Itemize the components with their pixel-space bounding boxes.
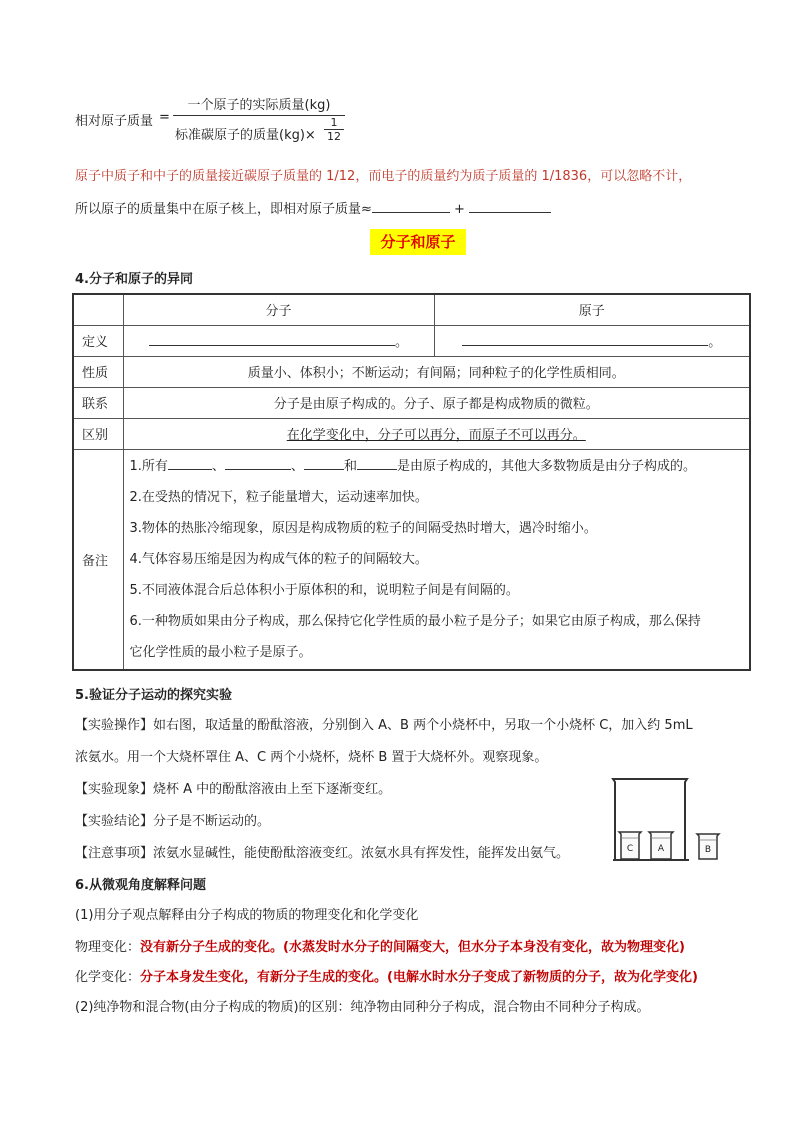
one-twelfth-fraction <box>324 116 344 143</box>
beaker-c-label: C <box>626 844 634 854</box>
note-1-and: 和 <box>343 458 357 474</box>
formula-numerator: 一个原子的实际质量(kg) <box>187 98 331 113</box>
exp-notes <box>75 842 569 861</box>
comparison-table <box>72 293 751 671</box>
exp-conclusion-text: 分子是不断运动的。 <box>153 814 271 829</box>
table-row-relation <box>73 387 750 418</box>
blank-note-1a[interactable] <box>168 457 212 470</box>
exp-conclusion <box>75 810 270 829</box>
blank-atom-definition[interactable] <box>462 333 708 346</box>
exp-operation-text1: 如右图，取适量的酚酞溶液，分别倒入 A、B 两个小烧杯中，另取一个小烧杯 C，加入约 5mL <box>153 718 693 733</box>
note-2: 2.在受热的情况下，粒子能量增大，运动速率加快。 <box>129 489 428 505</box>
blank-note-1c[interactable] <box>304 457 344 470</box>
note-1-sep2: 、 <box>290 458 304 474</box>
exp-phenomenon-text: 烧杯 A 中的酚酞溶液由上至下逐渐变红。 <box>153 782 392 797</box>
definition-atom-cell <box>434 325 750 356</box>
note-1-end: 是由原子构成的，其他大多数物质是由分子构成的。 <box>396 458 696 474</box>
formula-fraction <box>173 98 345 146</box>
exp-operation-line2: 浓氨水。用一个大烧杯罩住 A、C 两个小烧杯，烧杯 B 置于大烧杯外。观察现象。 <box>75 750 548 765</box>
note-1 <box>124 451 750 482</box>
header-molecule: 分子 <box>123 294 434 325</box>
chemical-change-text: 分子本身发生变化，有新分子生成的变化。(电解水时水分子变成了新物质的分子，故为化学变化) <box>140 970 698 985</box>
note-4: 4.气体容易压缩是因为构成气体的粒子的间隔较大。 <box>129 551 428 567</box>
formula-left: 相对原子质量 <box>75 114 154 129</box>
beaker-experiment-illustration <box>609 776 727 862</box>
blank-molecule-definition[interactable] <box>149 333 395 346</box>
blank-note-1b[interactable] <box>225 457 291 470</box>
row-label-property: 性质 <box>73 356 123 387</box>
note-5: 5.不同液体混合后总体积小于原体积的和，说明粒子间是有间隔的。 <box>129 582 519 598</box>
row-label-difference: 区别 <box>73 418 123 449</box>
chemical-change-line <box>75 966 698 985</box>
table-row-property <box>73 356 750 387</box>
note-3: 3.物体的热胀冷缩现象，原因是构成物质的粒子的间隔受热时增大，遇冷时缩小。 <box>129 520 597 536</box>
property-cell: 质量小、体积小；不断运动；有间隔；同种粒子的化学性质相同。 <box>123 356 750 387</box>
period-1: 。 <box>394 335 408 350</box>
small-beaker-a <box>649 832 673 859</box>
table-row-notes <box>73 449 750 670</box>
difference-text: 在化学变化中，分子可以再分，而原子不可以再分。 <box>286 428 586 443</box>
exp-phenomenon <box>75 778 391 797</box>
exp-operation-line1 <box>75 714 693 733</box>
table-row-difference <box>73 418 750 449</box>
formula-equals: = <box>159 110 170 125</box>
para-atomic-mass-line2 <box>75 198 551 217</box>
question-1: (1)用分子观点解释由分子构成的物质的物理变化和化学变化 <box>75 908 419 923</box>
exp-operation-label: 【实验操作】 <box>75 718 154 733</box>
note-1-sep1: 、 <box>211 458 225 474</box>
exp-conclusion-label: 【实验结论】 <box>75 814 154 829</box>
small-beaker-b <box>697 834 719 859</box>
formula-denominator: 标准碳原子的质量(kg)× <box>175 128 316 143</box>
plus-sign: + <box>454 202 465 217</box>
para-line2-text: 所以原子的质量集中在原子核上，即相对原子质量≈ <box>75 202 372 217</box>
section-title: 分子和原子 <box>370 229 466 255</box>
heading-molecule-motion-experiment: 5.验证分子运动的探究实验 <box>75 688 232 703</box>
note-6-line2: 它化学性质的最小粒子是原子。 <box>129 644 312 660</box>
beaker-a-label: A <box>657 844 665 854</box>
table-header-row <box>73 294 750 325</box>
beaker-diagram <box>609 776 727 862</box>
heading-molecule-atom-compare: 4.分子和原子的异同 <box>75 272 193 287</box>
small-beaker-c <box>619 832 641 859</box>
formula-denominator-wrap <box>173 116 345 146</box>
definition-molecule-cell <box>123 325 434 356</box>
row-label-relation: 联系 <box>73 387 123 418</box>
physical-change-line <box>75 936 685 955</box>
table-row-definition <box>73 325 750 356</box>
exp-phenomenon-label: 【实验现象】 <box>75 782 154 797</box>
blank-proton-count[interactable] <box>372 200 450 213</box>
small-fraction-denominator: 12 <box>327 130 341 143</box>
heading-micro-explanation: 6.从微观角度解释问题 <box>75 878 206 893</box>
physical-change-text: 没有新分子生成的变化。(水蒸发时水分子的间隔变大，但水分子本身没有变化，故为物理变化) <box>140 940 685 955</box>
row-label-notes: 备注 <box>73 449 123 670</box>
para-atomic-mass-line1: 原子中质子和中子的质量接近碳原子质量的 1/12，而电子的质量约为质子质量的 1/1836，可以忽略不计， <box>75 169 692 184</box>
header-atom: 原子 <box>434 294 750 325</box>
note-6-line1: 6.一种物质如果由分子构成，那么保持它化学性质的最小粒子是分子；如果它由原子构成，那么保持 <box>129 613 701 629</box>
chemical-change-label: 化学变化： <box>75 970 141 985</box>
notes-cell <box>123 449 750 670</box>
exp-notes-label: 【注意事项】 <box>75 846 154 861</box>
difference-cell <box>123 418 750 449</box>
physical-change-label: 物理变化： <box>75 940 141 955</box>
header-empty-cell <box>73 294 123 325</box>
small-fraction-numerator: 1 <box>330 116 338 129</box>
blank-neutron-count[interactable] <box>469 200 551 213</box>
blank-note-1d[interactable] <box>357 457 397 470</box>
exp-notes-text: 浓氨水显碱性，能使酚酞溶液变红。浓氨水具有挥发性，能挥发出氨气。 <box>153 846 570 861</box>
row-label-definition: 定义 <box>73 325 123 356</box>
question-2: (2)纯净物和混合物(由分子构成的物质)的区别：纯净物由同种分子构成，混合物由不同种分子构成。 <box>75 1000 650 1015</box>
period-2: 。 <box>708 335 722 350</box>
relation-cell: 分子是由原子构成的。分子、原子都是构成物质的微粒。 <box>123 387 750 418</box>
note-1-start: 1.所有 <box>129 458 168 474</box>
beaker-b-label: B <box>704 845 712 855</box>
